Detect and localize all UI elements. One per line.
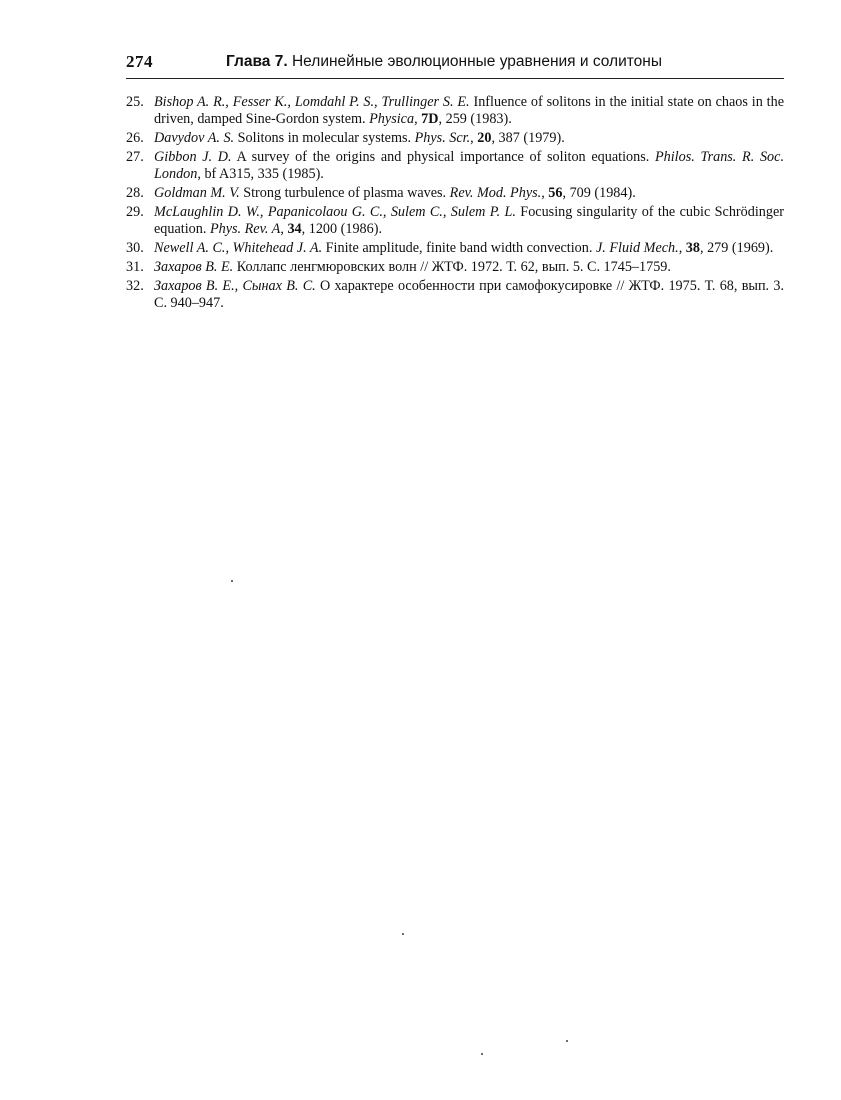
reference-volume: 7D [421, 111, 439, 128]
reference-pages-year: , 279 (1969). [699, 240, 774, 257]
reference-authors: Davydov A. S. [154, 130, 235, 147]
reference-journal: Phys. Scr. [414, 130, 471, 147]
reference-sep: , [414, 111, 422, 128]
reference-journal: Rev. Mod. Phys. [449, 185, 542, 202]
reference-pages-year: , 1200 (1986). [301, 221, 383, 238]
reference-authors: Goldman M. V. [154, 185, 240, 202]
reference-number: 30. [126, 240, 144, 257]
reference-number: 32. [126, 278, 144, 295]
reference-title: A survey of the origins and physical importance of soliton equations. [231, 149, 655, 166]
reference-item [126, 240, 784, 257]
reference-volume: 20 [477, 130, 492, 147]
reference-title: Strong turbulence of plasma waves. [239, 185, 450, 202]
reference-sep: , [280, 221, 288, 238]
reference-item [126, 278, 784, 313]
reference-journal: J. Fluid Mech. [595, 240, 679, 257]
reference-authors: Захаров В. Е., Сынах В. С. [154, 278, 316, 295]
reference-title: Focusing singularity of the cubic Schrödinger equation. [154, 204, 784, 238]
scan-speck [481, 1053, 483, 1055]
scan-speck [231, 580, 233, 582]
reference-journal: Physica [369, 111, 415, 128]
reference-sep: , [470, 130, 478, 147]
reference-title: Solitons in molecular systems. [234, 130, 415, 147]
reference-item [126, 204, 784, 239]
chapter-title: Нелинейные эволюционные уравнения и солитоны [291, 53, 662, 70]
reference-pages-year: , bf A315, 335 (1985). [197, 166, 324, 183]
reference-volume: 38 [685, 240, 700, 257]
reference-authors: Захаров В. Е. [154, 259, 234, 276]
reference-number: 31. [126, 259, 144, 276]
reference-title: Коллапс ленгмюровских волн // ЖТФ. 1972. Т. 62, вып. 5. С. 1745–1759. [233, 259, 671, 276]
reference-pages-year: , 709 (1984). [562, 185, 636, 202]
reference-number: 27. [126, 149, 144, 166]
reference-sep: , [678, 240, 686, 257]
reference-item [126, 259, 784, 276]
reference-item [126, 130, 784, 147]
reference-number: 25. [126, 94, 144, 110]
reference-volume: 34 [287, 221, 302, 238]
reference-item [126, 185, 784, 202]
reference-journal: Philos. Trans. R. Soc. London [154, 149, 784, 183]
reference-title: О характере особенности при самофокусировке // ЖТФ. 1975. Т. 68, вып. 3. С. 940–947. [154, 278, 784, 312]
reference-list [126, 94, 784, 314]
reference-sep: , [541, 185, 549, 202]
chapter-label: Глава 7. [226, 53, 288, 70]
running-head [226, 53, 662, 71]
reference-authors: Newell A. C., Whitehead J. A. [154, 240, 323, 257]
page-number: 274 [126, 52, 153, 71]
reference-item [126, 149, 784, 184]
page-header [126, 50, 784, 79]
reference-pages-year: , 387 (1979). [491, 130, 565, 147]
reference-number: 29. [126, 204, 144, 221]
reference-number: 26. [126, 130, 144, 147]
reference-authors: McLaughlin D. W., Papanicolaou G. C., Sulem C., Sulem P. L. [154, 204, 516, 221]
reference-number: 28. [126, 185, 144, 202]
reference-journal: Phys. Rev. A [209, 221, 281, 238]
reference-item [126, 94, 784, 129]
reference-authors: Bishop A. R., Fesser K., Lomdahl P. S., Trullinger S. E. [154, 94, 470, 110]
scan-speck [566, 1040, 568, 1042]
reference-title: Influence of solitons in the initial state on chaos in the driven, damped Sine-Gordon system. [154, 94, 784, 128]
scan-speck [402, 933, 404, 935]
reference-title: Finite amplitude, finite band width convection. [322, 240, 596, 257]
reference-pages-year: , 259 (1983). [438, 111, 512, 128]
reference-authors: Gibbon J. D. [154, 149, 232, 166]
reference-volume: 56 [548, 185, 563, 202]
